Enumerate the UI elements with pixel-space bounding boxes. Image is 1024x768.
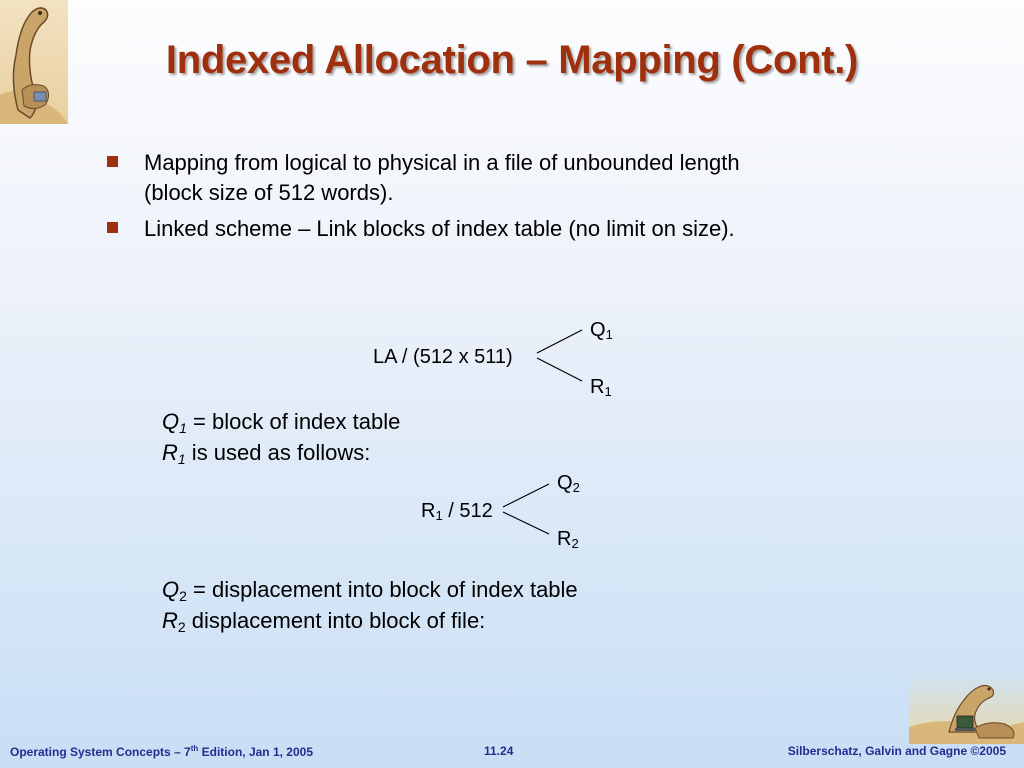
diagram1-expression: LA / (512 x 511) — [373, 346, 513, 368]
diagram1-upper-branch — [537, 330, 582, 353]
q1-definition: $Q_1$ = block of index table — [162, 409, 401, 436]
r1-definition: $R_1$ is used as follows: — [162, 440, 371, 467]
diagram1-remainder: $R_1$ — [590, 376, 612, 399]
diagram1-quotient: $Q_1$ — [590, 319, 613, 342]
footer-course: Operating System Concepts – 7th Edition, Jan 1, 2005 — [10, 744, 314, 759]
slide-title: Indexed Allocation – Mapping (Cont.) — [165, 38, 859, 82]
diagram2-lower-branch — [503, 512, 549, 534]
diagram2-remainder: $R_2$ — [557, 528, 579, 551]
bullet-text: Linked scheme – Link blocks of index table (no limit on size). — [144, 216, 735, 241]
bullet-text: Mapping from logical to physical in a file of unbounded length (block size of 512 words). — [144, 150, 740, 205]
diagram1-lower-branch — [537, 358, 582, 381]
footer-page-number: 11.24 — [484, 744, 514, 758]
footer-authors: Silberschatz, Galvin and Gagne ©2005 — [787, 744, 1006, 758]
r2-definition: $R_2$ displacement into block of file: — [162, 608, 486, 635]
diagram2-expression: $R_1 / 512$ — [421, 500, 493, 523]
diagram2-upper-branch — [503, 484, 549, 507]
q2-definition: $Q_2$ = displacement into block of index table — [162, 577, 578, 604]
diagram2-quotient: $Q_2$ — [557, 472, 580, 495]
